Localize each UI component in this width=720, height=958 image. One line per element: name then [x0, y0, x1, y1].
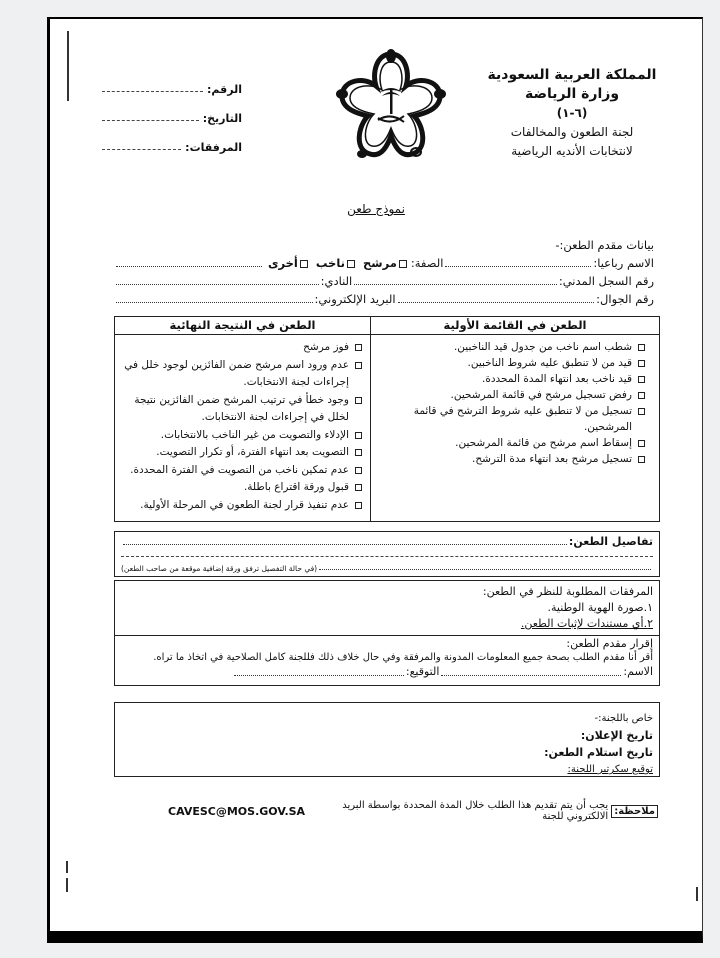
appeal-details-label: تفاصيل الطعن:: [568, 535, 653, 548]
initial-list-option[interactable]: [377, 371, 651, 387]
checkbox-icon[interactable]: [347, 260, 355, 268]
committee-use-title: خاص باللجنة:-: [594, 713, 653, 724]
appeal-type-table: [114, 316, 660, 522]
option-label: التصويت بعد انتهاء الفترة، أو تكرار التصويت.: [156, 446, 349, 458]
appeal-details-box: [114, 531, 660, 577]
checkbox-icon[interactable]: [355, 449, 362, 456]
checkbox-icon[interactable]: [638, 392, 645, 399]
capacity-option-other-label: أخرى: [267, 256, 298, 270]
mobile-email-row: [114, 290, 654, 306]
ministry-name: وزارة الرياضة: [524, 86, 620, 102]
capacity-option-other[interactable]: [268, 256, 308, 270]
reference-date-line: [102, 119, 199, 121]
mobile-label: رقم الجوال:: [596, 292, 654, 306]
committee-name-line1: لجنة الطعون والمخالفات: [510, 125, 634, 139]
initial-list-header: الطعن في القائمة الأولية: [371, 317, 659, 335]
declarant-name-field[interactable]: [441, 675, 621, 676]
email-label: البريد الإلكتروني:: [314, 292, 396, 306]
declarant-name-label: الاسم:: [623, 665, 653, 678]
checkbox-icon[interactable]: [355, 502, 362, 509]
declarant-signature-label: التوقيع:: [405, 665, 440, 678]
committee-email[interactable]: CAVESC@MOS.GOV.SA: [168, 804, 306, 818]
appeal-details-row-3: [115, 557, 659, 573]
club-field[interactable]: [116, 284, 319, 285]
declaration-section: [115, 636, 659, 679]
reference-date-label: التاريخ:: [202, 112, 242, 125]
declaration-sign-row: [121, 665, 653, 679]
checkbox-icon[interactable]: [355, 344, 362, 351]
option-label: قيد من لا تنطبق عليه شروط الناخبين.: [467, 357, 632, 369]
reference-number-label: الرقم:: [207, 83, 242, 96]
initial-list-option[interactable]: [377, 403, 651, 435]
capacity-option-voter[interactable]: [316, 256, 355, 270]
capacity-option-voter-label: ناخب: [315, 256, 345, 270]
checkbox-icon[interactable]: [355, 484, 362, 491]
option-label: إسقاط اسم مرشح من قائمة المرشحين.: [455, 437, 632, 449]
declaration-text: أقر أنا مقدم الطلب بصحة جميع المعلومات المدونة والمرفقة وفي حال خلاف ذلك فللجنة كامل الصلاحية في اتخاذ ما تراه.: [153, 652, 653, 663]
receipt-date-label[interactable]: تاريخ استلام الطعن:: [544, 746, 653, 759]
full-name-field[interactable]: [445, 266, 591, 267]
initial-list-option[interactable]: [377, 355, 651, 371]
option-label: قيد ناخب بعد انتهاء المدة المحددة.: [482, 373, 632, 385]
appeal-details-hint: (في حالة التفصيل ترفق ورقة إضافية موقعة من صاحب الطعن): [121, 564, 318, 573]
option-label: تسجيل من لا تنطبق عليه شروط الترشح في قائمة المرشحين.: [413, 405, 632, 433]
reference-date-field[interactable]: [102, 96, 242, 125]
reference-attachments-label: المرفقات:: [185, 141, 242, 154]
name-capacity-row: [114, 254, 654, 270]
checkbox-icon[interactable]: [638, 456, 645, 463]
option-label: قبول ورقة اقتراع باطلة.: [243, 481, 349, 493]
option-label: فوز مرشح: [303, 341, 349, 353]
checkbox-icon[interactable]: [355, 432, 362, 439]
capacity-option-candidate[interactable]: [363, 256, 407, 270]
scan-margin-mark: [66, 861, 68, 873]
option-label: رفض تسجيل مرشح في قائمة المرشحين.: [450, 389, 632, 401]
committee-name-line2: لانتخابات الأنديه الرياضية: [511, 144, 633, 158]
form-title: نموذج طعن: [347, 202, 405, 216]
appeal-details-row: [115, 532, 659, 548]
form-page: [47, 17, 703, 943]
submission-note: [168, 800, 658, 822]
applicant-section-title-row: [114, 236, 654, 252]
appeal-details-field[interactable]: [123, 544, 567, 545]
initial-list-option[interactable]: [377, 339, 651, 355]
option-label: وجود خطأ في ترتيب المرشح ضمن الفائزين نتيجة لخلل في إجراءات لجنة الانتخابات.: [134, 393, 349, 423]
option-label: شطب اسم ناخب من جدول قيد الناخبين.: [453, 341, 632, 353]
scan-margin-mark: [67, 31, 69, 101]
secretary-signature-label[interactable]: توقيع سكرتير اللجنة:: [567, 764, 653, 775]
reference-fields: [102, 67, 242, 154]
checkbox-icon[interactable]: [399, 260, 407, 268]
initial-list-option[interactable]: [377, 387, 651, 403]
scan-margin-mark: [66, 878, 68, 892]
committee-use-box: [114, 702, 660, 777]
applicant-section: [114, 236, 654, 308]
capacity-option-candidate-label: مرشح: [362, 256, 397, 270]
checkbox-icon[interactable]: [638, 344, 645, 351]
checkbox-icon[interactable]: [638, 408, 645, 415]
initial-list-options: [371, 335, 659, 467]
final-result-option[interactable]: [121, 444, 362, 462]
club-label: النادي:: [320, 274, 353, 288]
attachment-item-national-id: ١.صورة الهوية الوطنية.: [547, 601, 653, 614]
checkbox-icon[interactable]: [355, 397, 362, 404]
kingdom-name: المملكة العربية السعودية: [487, 67, 657, 83]
reference-number-line: [102, 90, 203, 92]
final-result-option[interactable]: [121, 497, 362, 515]
reference-number-field[interactable]: [102, 67, 242, 96]
email-field[interactable]: [116, 302, 313, 303]
capacity-label: الصفة:: [410, 256, 444, 270]
civil-id-label: رقم السجل المدني:: [558, 274, 654, 288]
note-tag: ملاحظة:: [611, 805, 658, 818]
final-result-option[interactable]: [121, 462, 362, 480]
checkbox-icon[interactable]: [355, 362, 362, 369]
ministry-logo-icon: [336, 46, 446, 168]
final-result-option[interactable]: [121, 479, 362, 497]
required-attachments-section: [115, 581, 659, 636]
final-result-option[interactable]: [121, 427, 362, 445]
checkbox-icon[interactable]: [638, 376, 645, 383]
final-result-column: [115, 317, 370, 521]
initial-list-option[interactable]: [377, 435, 651, 451]
ministry-header: [482, 66, 662, 161]
attachments-declaration-box: [114, 580, 660, 686]
required-attachments-title: المرفقات المطلوبة للنظر في الطعن:: [482, 585, 653, 598]
final-result-option[interactable]: [121, 339, 362, 357]
attachment-item-supporting-docs: ٢.أي مستندات لإثبات الطعن.: [520, 617, 653, 630]
note-text: يجب أن يتم تقديم هذا الطلب خلال المدة المحددة بواسطة البريد الالكتروني للجنة: [342, 800, 609, 822]
checkbox-icon[interactable]: [300, 260, 308, 268]
mobile-field[interactable]: [398, 302, 595, 303]
appeal-details-line-3[interactable]: [319, 569, 651, 570]
capacity-other-field[interactable]: [116, 266, 262, 267]
civil-id-club-row: [114, 272, 654, 288]
civil-id-field[interactable]: [354, 284, 557, 285]
checkbox-icon[interactable]: [638, 440, 645, 447]
option-label: عدم ورود اسم مرشح ضمن الفائزين لوجود خلل في إجراءات لجنة الانتخابات.: [124, 358, 349, 388]
checkbox-icon[interactable]: [355, 467, 362, 474]
form-code: (٦-١): [556, 106, 588, 120]
announcement-date-label[interactable]: تاريخ الإعلان:: [580, 729, 653, 742]
initial-list-column: [370, 317, 659, 521]
declarant-signature-field[interactable]: [234, 675, 404, 676]
applicant-section-title: بيانات مقدم الطعن:-: [555, 238, 654, 252]
final-result-options: [115, 335, 370, 514]
final-result-option[interactable]: [121, 392, 362, 427]
reference-attachments-field[interactable]: [102, 125, 242, 154]
initial-list-option[interactable]: [377, 451, 651, 467]
option-label: عدم تمكين ناخب من التصويت في الفترة المحددة.: [130, 463, 349, 476]
full-name-label: الاسم رباعيا:: [593, 256, 654, 270]
option-label: تسجيل مرشح بعد انتهاء مدة الترشح.: [472, 453, 632, 465]
checkbox-icon[interactable]: [638, 360, 645, 367]
scan-margin-mark: [696, 887, 698, 901]
option-label: عدم تنفيذ قرار لجنة الطعون في المرحلة الأولية.: [140, 498, 349, 511]
final-result-option[interactable]: [121, 357, 362, 392]
option-label: الإدلاء والتصويت من غير الناخب بالانتخابات.: [160, 428, 349, 441]
reference-attachments-line: [102, 148, 181, 150]
declaration-title: إقرار مقدم الطعن:: [566, 637, 653, 650]
final-result-header: الطعن في النتيجة النهائية: [115, 317, 370, 335]
